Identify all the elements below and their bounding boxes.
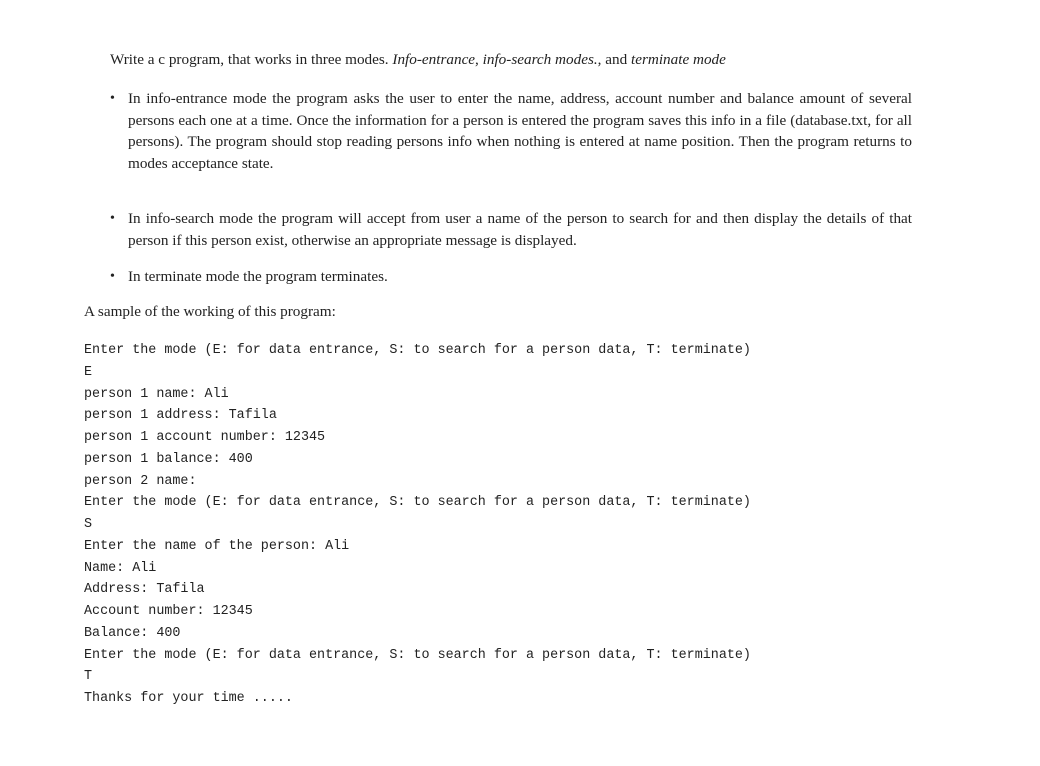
- code-line: S: [84, 517, 93, 532]
- code-line: person 1 address: Tafila: [84, 408, 277, 424]
- intro-paragraph: [110, 49, 912, 71]
- code-line: person 1 account number: 12345: [84, 430, 326, 445]
- mode-info-search: info-search modes.: [482, 51, 598, 68]
- bullet-text: In terminate mode the program terminates.: [128, 268, 388, 285]
- code-line: Thanks for your time .....: [84, 691, 293, 706]
- code-line: T: [84, 669, 93, 685]
- bullet-icon: •: [110, 269, 115, 284]
- mode-info-entrance: Info-entrance: [392, 51, 476, 68]
- code-line: Enter the name of the person: Ali: [84, 538, 350, 554]
- code-line: Balance: 400: [84, 625, 181, 641]
- bullet-icon: •: [110, 211, 115, 226]
- code-line: E: [84, 364, 93, 380]
- code-line: Address: Tafila: [84, 582, 205, 598]
- bullet-text: In info-entrance mode the program asks the user to enter the name, address, account number and balance amount of several persons each one at a time. Once the information for a person is entered the program saves this info in a file (database.txt, for all persons). The program should stop reading persons info when nothing is entered at name position. Then the program returns to modes acceptance state.: [128, 90, 912, 173]
- bullet-text: In info-search mode the program will accept from user a name of the person to search for and then display the details of that person if this person exist, otherwise an appropriate message is displayed.: [128, 210, 912, 249]
- mode-terminate: terminate mode: [630, 51, 726, 68]
- intro-sep: ,: [475, 51, 483, 68]
- code-line: Account number: 12345: [84, 604, 253, 619]
- bullet-item: [110, 266, 912, 288]
- code-line: person 2 name:: [84, 473, 197, 489]
- code-line: person 1 balance: 400: [84, 451, 253, 467]
- sample-heading: A sample of the working of this program:: [84, 303, 336, 320]
- intro-lead: Write a c program, that works in three modes.: [110, 51, 393, 68]
- bullet-item: [110, 88, 912, 175]
- sample-output: [84, 340, 751, 710]
- intro-sep: , and: [597, 51, 631, 68]
- code-line: Enter the mode (E: for data entrance, S: to search for a person data, T: terminate): [84, 343, 751, 358]
- code-line: Enter the mode (E: for data entrance, S: to search for a person data, T: terminate): [84, 495, 751, 511]
- code-line: Enter the mode (E: for data entrance, S: to search for a person data, T: terminate): [84, 647, 751, 663]
- code-line: person 1 name: Ali: [84, 386, 229, 402]
- code-line: Name: Ali: [84, 560, 157, 576]
- bullet-icon: •: [110, 91, 115, 106]
- bullet-item: [110, 208, 912, 251]
